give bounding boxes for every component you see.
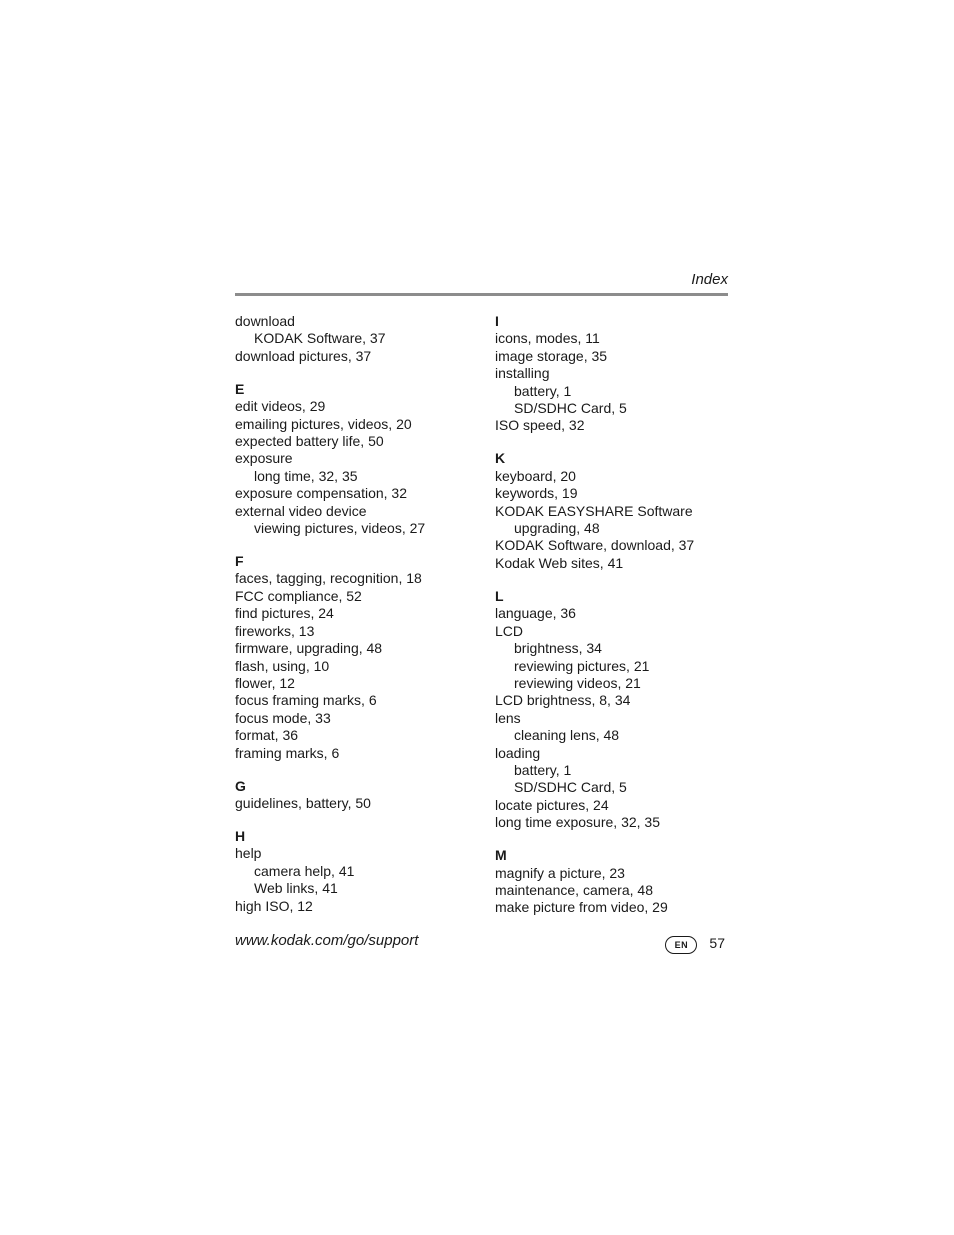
index-entry: lens	[495, 709, 521, 726]
index-entry: focus framing marks, 6	[235, 692, 377, 709]
index-entry: format, 36	[235, 727, 299, 744]
index-entry: KODAK EASYSHARE Software	[495, 502, 693, 519]
index-section	[495, 313, 735, 435]
index-entry: guidelines, battery, 50	[235, 794, 371, 811]
index-subentry: KODAK Software, 37	[254, 330, 386, 347]
index-entry: icons, modes, 11	[495, 330, 600, 347]
index-entry: FCC compliance, 52	[235, 587, 362, 604]
index-subentry: cleaning lens, 48	[514, 727, 620, 744]
index-letter-heading: K	[495, 450, 506, 467]
index-entry: edit videos, 29	[235, 398, 326, 415]
support-url: www.kodak.com/go/support	[235, 932, 419, 949]
index-entry: expected battery life, 50	[235, 433, 384, 450]
language-badge-icon: EN	[665, 936, 697, 954]
index-entry: flower, 12	[235, 674, 295, 691]
index-column-right	[495, 313, 735, 932]
index-entry: locate pictures, 24	[495, 796, 609, 813]
index-entry: long time exposure, 32, 35	[495, 814, 660, 831]
index-subentry: battery, 1	[514, 382, 572, 399]
index-letter-heading: G	[235, 777, 246, 794]
index-section	[235, 381, 485, 538]
index-subentry: SD/SDHC Card, 5	[514, 400, 627, 417]
index-entry: keywords, 19	[495, 485, 578, 502]
index-entry: language, 36	[495, 605, 576, 622]
index-entry: firmware, upgrading, 48	[235, 640, 383, 657]
index-entry: exposure compensation, 32	[235, 485, 407, 502]
index-section	[495, 450, 735, 572]
index-entry: keyboard, 20	[495, 467, 576, 484]
index-subentry: upgrading, 48	[514, 520, 600, 537]
index-letter-heading: E	[235, 380, 245, 397]
index-section	[495, 847, 735, 917]
index-subentry: camera help, 41	[254, 862, 355, 879]
index-column-left	[235, 313, 485, 931]
header-divider	[235, 293, 728, 296]
index-entry: high ISO, 12	[235, 897, 313, 914]
index-subentry: long time, 32, 35	[254, 467, 358, 484]
index-entry: flash, using, 10	[235, 657, 330, 674]
index-subentry: Web links, 41	[254, 880, 338, 897]
page-number: 57	[709, 935, 725, 951]
index-entry: fireworks, 13	[235, 622, 315, 639]
index-section	[235, 828, 485, 915]
index-subentry: reviewing pictures, 21	[514, 657, 650, 674]
index-entry: focus mode, 33	[235, 709, 331, 726]
index-entry: find pictures, 24	[235, 605, 334, 622]
index-entry: KODAK Software, download, 37	[495, 537, 695, 554]
index-subentry: reviewing videos, 21	[514, 674, 641, 691]
index-entry: make picture from video, 29	[495, 899, 668, 916]
index-entry: LCD	[495, 622, 524, 639]
index-entry: exposure	[235, 450, 293, 467]
index-entry: Kodak Web sites, 41	[495, 554, 624, 571]
index-letter-heading: M	[495, 847, 507, 864]
index-entry: image storage, 35	[495, 347, 608, 364]
index-entry: LCD brightness, 8, 34	[495, 692, 631, 709]
index-subentry: SD/SDHC Card, 5	[514, 779, 627, 796]
index-entry: magnify a picture, 23	[495, 864, 625, 881]
index-subentry: brightness, 34	[514, 640, 602, 657]
index-section	[235, 553, 485, 762]
index-entry: external video device	[235, 502, 367, 519]
index-letter-heading: H	[235, 827, 246, 844]
index-entry: emailing pictures, videos, 20	[235, 415, 412, 432]
index-letter-heading: F	[235, 553, 244, 570]
index-subentry: battery, 1	[514, 761, 572, 778]
index-entry: maintenance, camera, 48	[495, 881, 653, 898]
index-letter-heading: L	[495, 587, 504, 604]
index-entry: help	[235, 845, 262, 862]
index-letter-heading: I	[495, 313, 499, 329]
index-entry: installing	[495, 365, 550, 382]
index-entry: ISO speed, 32	[495, 417, 585, 434]
index-subentry: viewing pictures, videos, 27	[254, 520, 426, 537]
index-section	[235, 313, 485, 365]
page-footer-right	[665, 932, 725, 954]
index-entry: download	[235, 313, 295, 329]
index-section	[495, 588, 735, 832]
page-header-title: Index	[691, 271, 728, 288]
index-entry: download pictures, 37	[235, 347, 372, 364]
index-entry: faces, tagging, recognition, 18	[235, 570, 422, 587]
index-entry: loading	[495, 744, 541, 761]
index-entry: framing marks, 6	[235, 744, 340, 761]
index-section	[235, 778, 485, 813]
